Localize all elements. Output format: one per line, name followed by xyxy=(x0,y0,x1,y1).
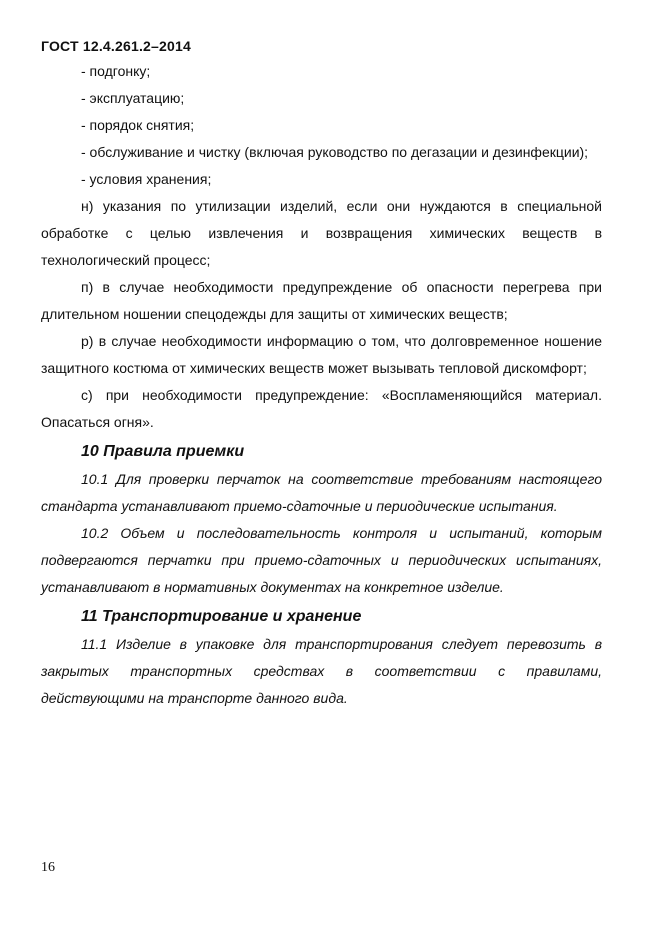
list-item-fitting: - подгонку; xyxy=(81,63,151,79)
clause-10-2: 10.2 Объем и последовательность контроля и испытаний, которым подвергаются перчатки при приемо-сдаточных и периодических испытаниях, устанавливают в нормативных документах на конкретное изделие. xyxy=(41,525,602,595)
body-text xyxy=(41,58,602,712)
list-item-operation: - эксплуатацию; xyxy=(81,90,185,106)
paragraph-n-disposal: н) указания по утилизации изделий, если они нуждаются в специальной обработке с целью извлечения и возвращения химических веществ в технологический процесс; xyxy=(41,198,602,268)
section-10-heading: 10 Правила приемки xyxy=(81,443,245,460)
page-number: 16 xyxy=(41,860,55,875)
paragraph-s-flammable: с) при необходимости предупреждение: «Воспламеняющийся материал. Опасаться огня». xyxy=(41,387,602,430)
section-11-heading: 11 Транспортирование и хранение xyxy=(81,608,362,625)
standard-header: ГОСТ 12.4.261.2–2014 xyxy=(41,38,191,54)
paragraph-r-discomfort: р) в случае необходимости информацию о том, что долговременное ношение защитного костюма от химических веществ может вызывать тепловой дискомфорт; xyxy=(41,333,602,376)
list-item-removal: - порядок снятия; xyxy=(81,117,195,133)
paragraph-p-overheating: п) в случае необходимости предупреждение об опасности перегрева при длительном ношении спецодежды для защиты от химических веществ; xyxy=(41,279,602,322)
list-item-maintenance: - обслуживание и чистку (включая руководство по дегазации и дезинфекции); xyxy=(81,144,589,160)
list-item-storage: - условия хранения; xyxy=(81,171,212,187)
clause-11-1: 11.1 Изделие в упаковке для транспортирования следует перевозить в закрытых транспортных средствах в соответствии с правилами, действующими на транспорте данного вида. xyxy=(41,636,602,706)
clause-10-1: 10.1 Для проверки перчаток на соответствие требованиям настоящего стандарта устанавливают приемо-сдаточные и периодические испытания. xyxy=(41,471,602,514)
